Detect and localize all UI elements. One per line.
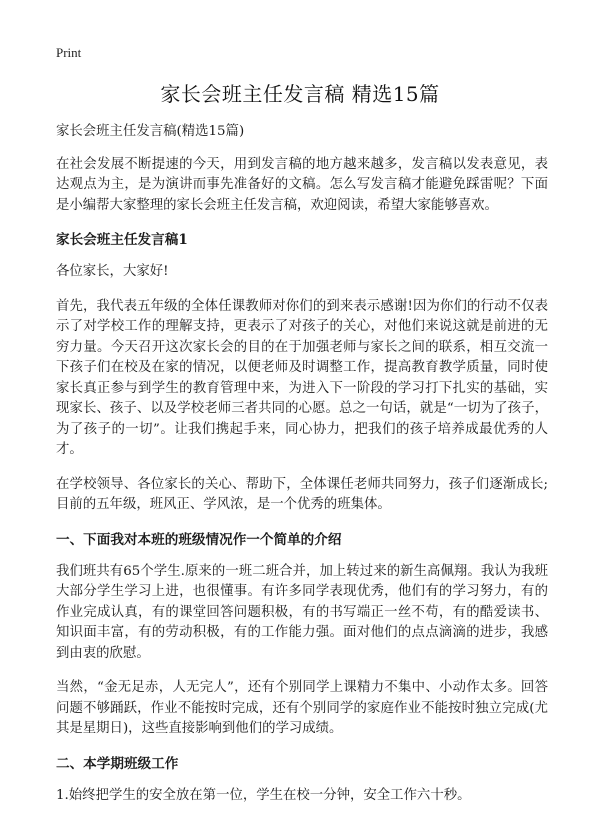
- section-heading: 家长会班主任发言稿1: [56, 232, 188, 248]
- intro-paragraph: 在社会发展不断提速的今天，用到发言稿的地方越来越多，发言稿以发表意见，表达观点为主，是为演讲而事先准备好的文稿。怎么写发言稿才能避免踩雷呢？下面是小编帮大家整理的家长会班主任发言稿，欢迎阅读，希望大家能够喜欢。: [56, 156, 548, 213]
- section-heading: 二、本学期班级工作: [56, 755, 179, 772]
- body-paragraph: 首先，我代表五年级的全体任课教师对你们的到来表示感谢!因为你们的行动不仅表示了对学校工作的理解支持，更表示了对孩子的关心，对他们来说这就是前进的无穷力量。今天召开这次家长会的目的在于加强老师与家长之间的联系，相互交流一下孩子们在校及在家的情况，以便老师及时调整工作，提高教育教学质量，同时使家长真正参与到学生的教育管理中来，为进入下一阶段的学习打下扎实的基础，实现家长、孩子、以及学校老师三者共同的心愿。总之一句话，就是“一切为了孩子，为了孩子的一切”。让我们携起手来，同心协力，把我们的孩子培养成最优秀的人才。: [56, 298, 548, 457]
- greeting-paragraph: 各位家长，大家好!: [56, 264, 169, 279]
- body-paragraph: 当然，“金无足赤，人无完人”，还有个别同学上课精力不集中、小动作太多。回答问题不够踊跃，作业不能按时完成，还有个别同学的家庭作业不能按时独立完成(尤其是星期日)，这些直接影响到他们的学习成绩。: [56, 680, 548, 736]
- document-title: 家长会班主任发言稿 精选15篇: [160, 82, 440, 106]
- document-body: [56, 122, 548, 806]
- body-paragraph: 我们班共有65个学生.原来的一班二班合并，加上转过来的新生高佩翔。我认为我班大部分学生学习上进，也很懂事。有许多同学表现优秀，他们有的学习努力，有的作业完成认真，有的课堂回答问题积极，有的书写端正一丝不苟，有的酷爱读书、知识面丰富，有的劳动积极，有的工作能力强。面对他们的点点滴滴的进步，我感到由衷的欣慰。: [56, 563, 548, 661]
- document-subtitle: 家长会班主任发言稿(精选15篇): [56, 124, 245, 139]
- body-paragraph: 在学校领导、各位家长的关心、帮助下，全体课任老师共同努力，孩子们逐渐成长;目前的五年级，班风正、学风浓，是一个优秀的班集体。: [56, 476, 548, 512]
- print-label[interactable]: Print: [56, 45, 82, 60]
- body-paragraph: 1.始终把学生的安全放在第一位，学生在校一分钟，安全工作六十秒。: [56, 787, 471, 803]
- section-heading: 一、下面我对本班的班级情况作一个简单的介绍: [56, 531, 342, 548]
